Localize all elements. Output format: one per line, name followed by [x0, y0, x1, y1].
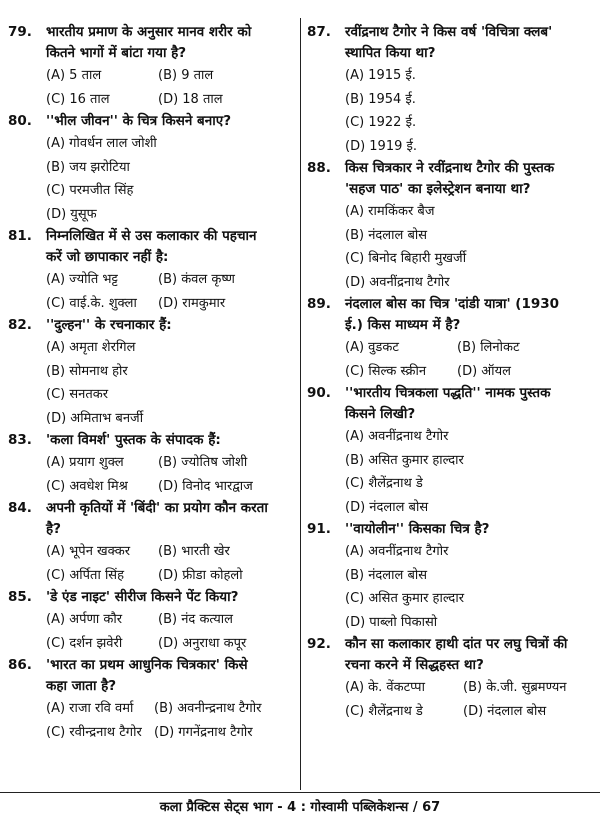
question-89: [307, 294, 592, 383]
option-b: (B) 1954 ई.: [345, 91, 416, 107]
question-91: [307, 519, 592, 634]
option-d: (D) अवनींद्रनाथ टैगोर: [345, 274, 450, 290]
option-a: (A) राजा रवि वर्मा: [46, 701, 134, 716]
question-text: किसने लिखी?: [345, 406, 416, 422]
option-c: (C) अवधेश मिश्र: [46, 478, 128, 494]
column-divider: [300, 18, 301, 790]
option-a: (A) भूपेन खक्कर: [46, 544, 131, 559]
option-d: (D) अनुराधा कपूर: [158, 635, 247, 651]
option-c: (C) शैलेंद्रनाथ डे: [345, 703, 423, 719]
question-text: भारतीय प्रमाण के अनुसार मानव शरीर को: [46, 24, 252, 40]
option-c: (C) सनतकर: [46, 387, 109, 402]
question-80: [8, 111, 300, 226]
option-a: (A) अवनींद्रनाथ टैगोर: [345, 429, 449, 444]
question-90: [307, 383, 592, 519]
question-number: 86.: [8, 657, 32, 673]
option-c: (C) दर्शन झवेरी: [46, 635, 123, 651]
option-d: (D) ऑयल: [457, 363, 511, 379]
option-b: (B) असित कुमार हाल्दार: [345, 452, 464, 468]
question-text: ''वायोलीन'' किसका चित्र है?: [345, 521, 490, 537]
option-b: (B) जय झरोटिया: [46, 159, 130, 175]
option-d: (D) नंदलाल बोस: [463, 703, 547, 719]
option-c: (C) बिनोद बिहारी मुखर्जी: [345, 251, 467, 266]
question-number: 82.: [8, 317, 32, 333]
option-c: (C) असित कुमार हाल्दार: [345, 591, 465, 606]
option-b: (B) ज्योतिष जोशी: [158, 455, 248, 470]
question-text: 'कला विमर्श' पुस्तक के संपादक हैं:: [46, 432, 221, 448]
option-a: (A) अवनींद्रनाथ टैगोर: [345, 544, 449, 559]
question-text: ई.) किस माध्यम में है?: [345, 317, 461, 333]
option-b: (B) के.जी. सुब्रमण्यन: [463, 680, 567, 695]
option-d: (D) 1919 ई.: [345, 138, 418, 154]
question-text: ''भारतीय चित्रकला पद्धति'' नामक पुस्तक: [345, 385, 551, 401]
footer-text: कला प्रैक्टिस सेट्स भाग - 4 : गोस्वामी पब्लिकेशन्स / 67: [159, 800, 441, 815]
option-a: (A) के. वेंकटप्पा: [345, 680, 425, 695]
question-85: [8, 587, 300, 655]
question-number: 85.: [8, 589, 32, 605]
question-text: कहा जाता है?: [46, 678, 117, 694]
option-a: (A) वुडकट: [345, 340, 399, 355]
question-83: [8, 430, 300, 498]
question-text: किस चित्रकार ने रवींद्रनाथ टैगोर की पुस्तक: [345, 160, 555, 176]
question-number: 88.: [307, 160, 331, 176]
right-column: [307, 22, 592, 723]
question-84: [8, 498, 300, 587]
question-number: 84.: [8, 500, 32, 516]
option-d: (D) नंदलाल बोस: [345, 499, 429, 515]
question-number: 92.: [307, 636, 331, 652]
option-a: (A) प्रयाग शुक्ल: [46, 455, 124, 470]
question-text: कौन सा कलाकार हाथी दांत पर लघु चित्रों की: [345, 636, 568, 652]
question-text: है?: [46, 521, 61, 537]
question-text: करें जो छापाकार नहीं है:: [46, 249, 169, 265]
option-c: (C) परमजीत सिंह: [46, 183, 134, 198]
question-number: 87.: [307, 24, 331, 40]
question-number: 83.: [8, 432, 32, 448]
question-number: 91.: [307, 521, 331, 537]
option-d: (D) विनोद भारद्वाज: [158, 478, 253, 494]
option-c: (C) 1922 ई.: [345, 115, 417, 130]
option-b: (B) सोमनाथ होर: [46, 363, 128, 379]
question-text: नंदलाल बोस का चित्र 'दांडी यात्रा' (1930: [345, 296, 560, 312]
option-b: (B) कंवल कृष्ण: [158, 272, 235, 287]
option-c: (C) वाई.के. शुक्ला: [46, 295, 137, 311]
option-b: (B) 9 ताल: [158, 68, 214, 83]
option-d: (D) रामकुमार: [158, 295, 226, 311]
question-81: [8, 226, 300, 315]
question-text: 'सहज पाठ' का इलेस्ट्रेशन बनाया था?: [345, 181, 531, 197]
question-number: 89.: [307, 296, 331, 312]
option-d: (D) पाब्लो पिकासो: [345, 614, 438, 630]
question-text: अपनी कृतियों में 'बिंदी' का प्रयोग कौन करता: [46, 500, 268, 516]
option-d: (D) गगनेंद्रनाथ टैगोर: [154, 724, 253, 740]
option-c: (C) सिल्क स्क्रीन: [345, 363, 427, 379]
page-footer: [0, 792, 600, 826]
question-text: 'भारत का प्रथम आधुनिक चित्रकार' किसे: [46, 657, 248, 673]
option-b: (B) लिनोकट: [457, 340, 520, 355]
option-d: (D) युसूफ: [46, 206, 97, 222]
option-b: (B) भारती खेर: [158, 544, 230, 559]
option-c: (C) रवीन्द्रनाथ टैगोर: [46, 724, 142, 740]
option-a: (A) 1915 ई.: [345, 68, 416, 83]
question-87: [307, 22, 592, 158]
option-a: (A) अर्पणा कौर: [46, 612, 123, 627]
option-a: (A) ज्योति भट्ट: [46, 272, 118, 287]
question-text: कितने भागों में बांटा गया है?: [46, 45, 187, 61]
option-a: (A) गोवर्धन लाल जोशी: [46, 136, 157, 151]
option-a: (A) अमृता शेरगिल: [46, 340, 136, 355]
question-number: 90.: [307, 385, 331, 401]
question-92: [307, 634, 592, 723]
question-text: ''भील जीवन'' के चित्र किसने बनाए?: [46, 113, 232, 129]
left-column: [8, 22, 300, 744]
option-c: (C) शैलेंद्रनाथ डे: [345, 476, 423, 491]
question-86: [8, 655, 300, 744]
question-number: 81.: [8, 228, 32, 244]
question-text: निम्नलिखित में से उस कलाकार की पहचान: [46, 228, 257, 244]
option-d: (D) 18 ताल: [158, 91, 223, 107]
option-c: (C) 16 ताल: [46, 91, 110, 107]
question-text: स्थापित किया था?: [345, 45, 436, 61]
option-b: (B) नंद कत्याल: [158, 612, 233, 627]
question-text: 'डे एंड नाइट' सीरीज किसने पेंट किया?: [46, 589, 239, 605]
question-text: रचना करने में सिद्धहस्त था?: [345, 657, 484, 673]
question-82: [8, 315, 300, 430]
question-text: रवींद्रनाथ टैगोर ने किस वर्ष 'विचित्रा क्लब': [345, 24, 553, 40]
option-c: (C) अर्पिता सिंह: [46, 567, 125, 583]
option-b: (B) नंदलाल बोस: [345, 227, 428, 243]
option-a: (A) 5 ताल: [46, 68, 102, 83]
question-number: 79.: [8, 24, 32, 40]
option-b: (B) नंदलाल बोस: [345, 567, 428, 583]
question-88: [307, 158, 592, 294]
option-d: (D) अमिताभ बनर्जी: [46, 410, 144, 426]
question-text: ''दुल्हन'' के रचनाकार हैं:: [46, 317, 172, 333]
question-79: [8, 22, 300, 111]
question-number: 80.: [8, 113, 32, 129]
option-b: (B) अवनीन्द्रनाथ टैगोर: [154, 701, 262, 716]
option-d: (D) फ्रीडा कोहलो: [158, 567, 243, 583]
option-a: (A) रामकिंकर बैज: [345, 204, 435, 219]
